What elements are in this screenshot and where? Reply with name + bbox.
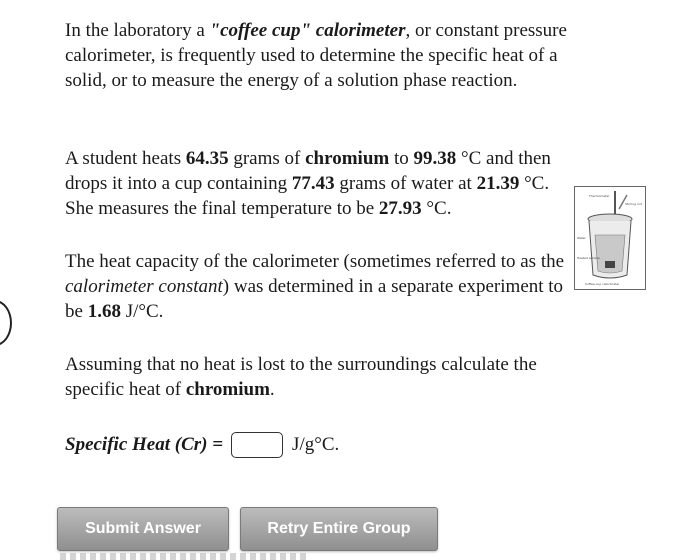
heated-sample-icon — [605, 261, 615, 268]
question-paragraph: Assuming that no heat is lost to the surroundings calculate the specific heat of chromium. — [65, 354, 537, 400]
water-mass: 77.43 — [291, 173, 335, 194]
answer-unit: J/g°C. — [292, 434, 340, 455]
intro-text-rest: , or constant pressure calorimeter, is frequently used to determine the specific heat of a solid, or to measure the energy of a solution phase reaction. — [65, 20, 567, 91]
calorimeter-illustration — [575, 187, 645, 289]
intro-term: "coffee cup" calorimeter — [209, 20, 406, 41]
submit-answer-button[interactable]: Submit Answer — [57, 507, 229, 551]
problem-paragraph: A student heats 64.35 grams of chromium to 99.38 °C and then drops it into a cup containing 77.43 grams of water at 21.39 °C. She measures the final temperature to be 27.93 °C. — [65, 148, 551, 219]
heated-sample-label: Heated sample — [577, 256, 600, 260]
stirring-rod-label: Stirring rod — [625, 202, 642, 206]
cut-off-text — [60, 553, 310, 560]
calorimeter-constant-value: 1.68 — [87, 301, 121, 322]
water-label: Water — [577, 236, 586, 240]
thermometer-label: Thermometer — [589, 194, 610, 198]
water-temperature: 21.39 — [476, 173, 520, 194]
specific-heat-input[interactable] — [231, 432, 283, 458]
metal-mass: 64.35 — [185, 148, 229, 169]
answer-row — [65, 429, 339, 461]
diagram-caption: Coffee-cup calorimeter — [585, 282, 620, 286]
final-temperature: 27.93 — [378, 198, 422, 219]
intro-paragraph — [65, 18, 575, 93]
metal-name: chromium — [305, 148, 390, 169]
capacity-paragraph: The heat capacity of the calorimeter (sometimes referred to as the calorimeter constant) was determined in a separate experiment to be 1.68 J/°C. — [65, 251, 565, 322]
intro-text: In the laboratory a — [65, 20, 210, 41]
retry-entire-group-button[interactable]: Retry Entire Group — [240, 507, 438, 551]
calorimeter-constant-term: calorimeter constant — [65, 276, 223, 297]
answer-label: Specific Heat (Cr) = — [65, 434, 224, 455]
question-metal: chromium — [185, 379, 270, 400]
calorimeter-diagram — [574, 186, 646, 290]
page-edge-bracket — [0, 300, 12, 346]
metal-temperature: 99.38 — [413, 148, 457, 169]
